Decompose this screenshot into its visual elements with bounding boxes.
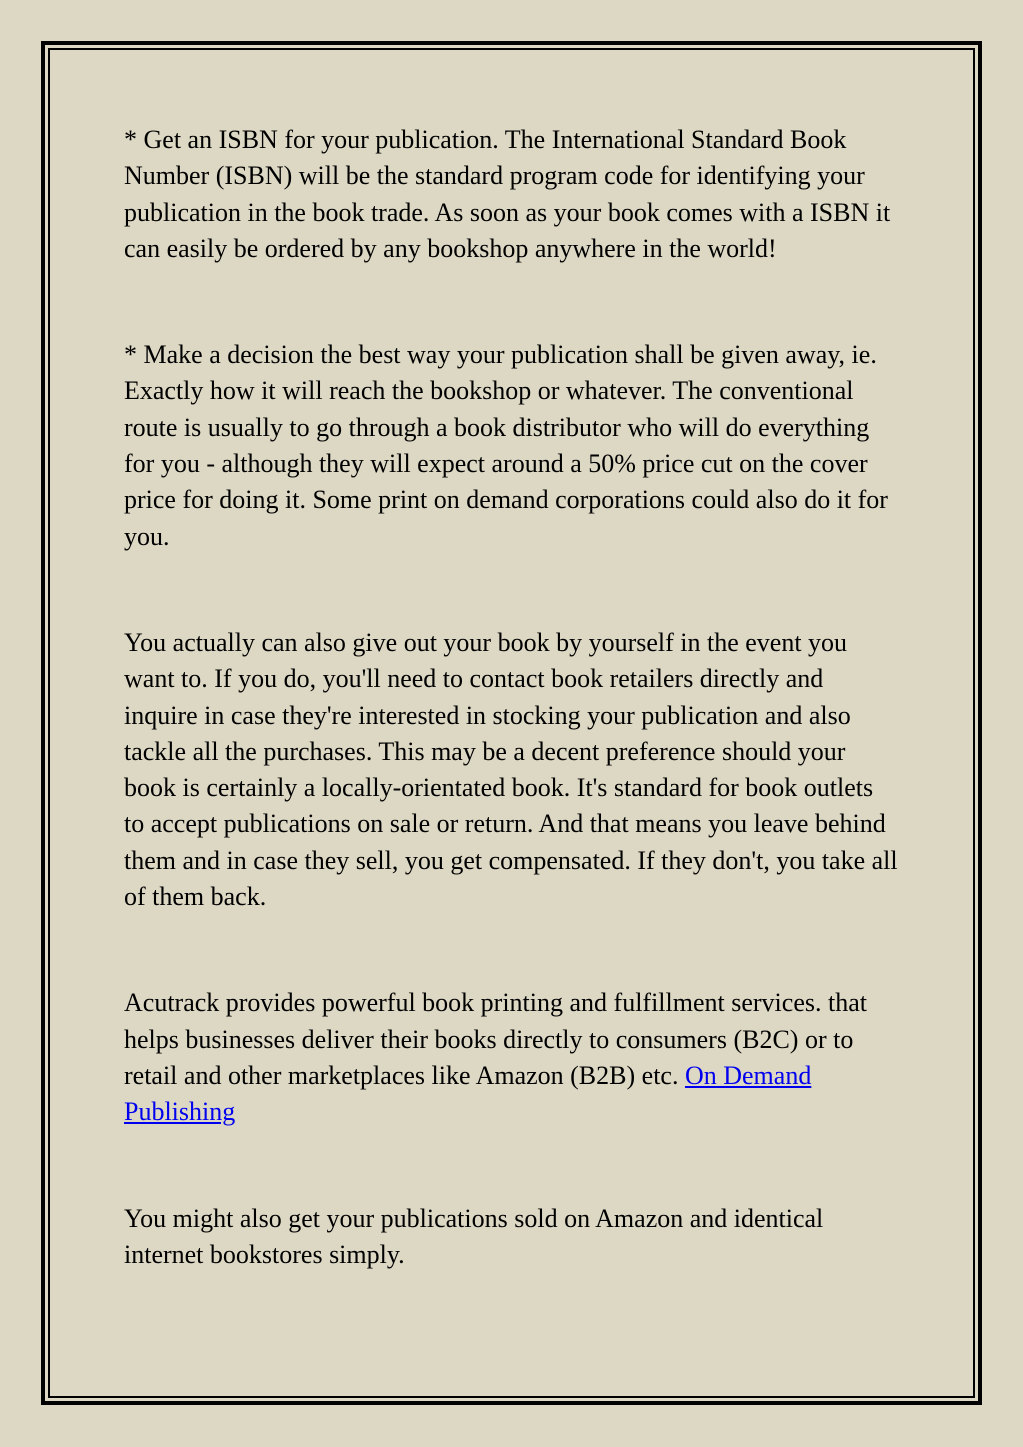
paragraph-acutrack <box>124 985 899 1130</box>
document-body <box>124 122 899 1273</box>
paragraph-isbn: * Get an ISBN for your publication. The International Standard Book Number (ISBN) will be the standard program code for identifying your publication in the book trade. As soon as your book comes with a ISBN it can easily be ordered by any bookshop anywhere in the world! <box>124 125 891 263</box>
paragraph-distribution: * Make a decision the best way your publication shall be given away, ie. Exactly how it will reach the bookshop or whatever. The conventional route is usually to go through a book distributor who will do everything for you - although they will expect around a 50% price cut on the cover price for doing it. Some print on demand corporations could also do it for you. <box>124 340 888 551</box>
on-demand-publishing-link[interactable]: On Demand Publishing <box>124 1060 812 1127</box>
paragraph-self-distribution: You actually can also give out your book by yourself in the event you want to. If you do, you'll need to contact book retailers directly and inquire in case they're interested in stocking your publication and also tackle all the purchases. This may be a decent preference should your book is certainly a locally-orientated book. It's standard for book outlets to accept publications on sale or return. And that means you leave behind them and in case they sell, you get compensated. If they don't, you take all of them back. <box>124 627 898 912</box>
paragraph-acutrack-text: Acutrack provides powerful book printing and fulfillment services. that helps businesses deliver their books directly to consumers (B2C) or to retail and other marketplaces like Amazon (B2B) etc. <box>124 988 867 1090</box>
paragraph-amazon: You might also get your publications sold on Amazon and identical internet bookstores simply. <box>124 1203 824 1269</box>
